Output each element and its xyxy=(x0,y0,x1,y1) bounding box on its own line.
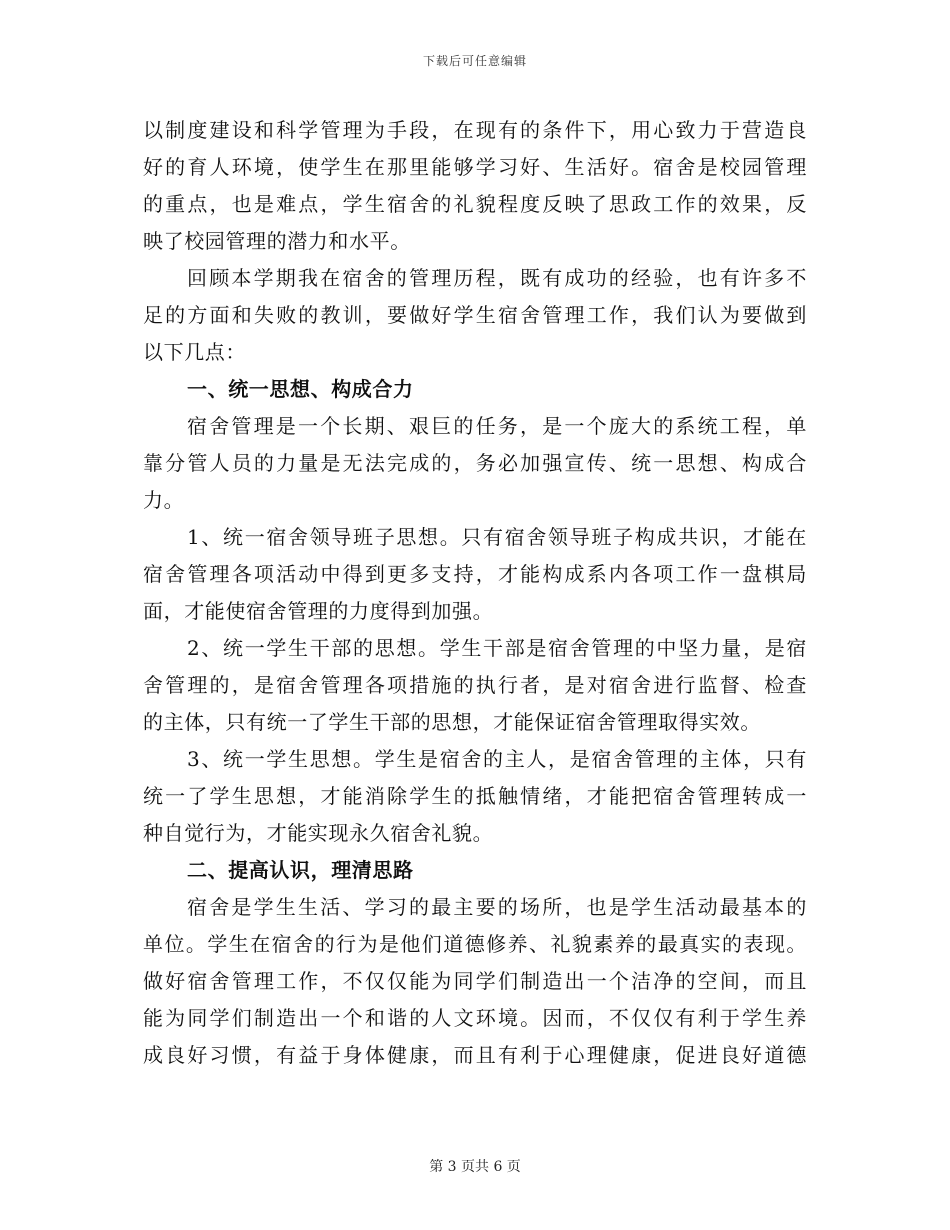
text-line: 能为同学们制造出一个和谐的人文环境。因而，不仅仅有利于学生养 xyxy=(143,1006,807,1030)
text-line: 力。 xyxy=(143,488,185,512)
text-line: 以制度建设和科学管理为手段，在现有的条件下，用心致力于营造良 xyxy=(143,118,807,142)
section-heading: 一、统一思想、构成合力 xyxy=(187,377,414,401)
text-line: 宿舍管理各项活动中得到更多支持，才能构成系内各项工作一盘棋局 xyxy=(143,562,807,586)
text-line: 1、统一宿舍领导班子思想。只有宿舍领导班子构成共识，才能在 xyxy=(187,525,807,549)
text-line: 映了校园管理的潜力和水平。 xyxy=(143,229,411,253)
text-line: 靠分管人员的力量是无法完成的，务必加强宣传、统一思想、构成合 xyxy=(143,451,807,475)
text-line: 种自觉行为，才能实现永久宿舍礼貌。 xyxy=(143,821,494,845)
text-line: 面，才能使宿舍管理的力度得到加强。 xyxy=(143,599,494,623)
page-footer: 第 3 页共 6 页 xyxy=(429,1159,521,1175)
text-line: 的主体，只有统一了学生干部的思想，才能保证宿舍管理取得实效。 xyxy=(143,710,761,734)
text-line: 好的育人环境，使学生在那里能够学习好、生活好。宿舍是校园管理 xyxy=(143,155,807,179)
text-line: 单位。学生在宿舍的行为是他们道德修养、礼貌素养的最真实的表现。 xyxy=(143,932,807,956)
text-line: 3、统一学生思想。学生是宿舍的主人，是宿舍管理的主体，只有 xyxy=(187,747,807,771)
text-line: 成良好习惯，有益于身体健康，而且有利于心理健康，促进良好道德 xyxy=(143,1043,807,1067)
text-line: 2、统一学生干部的思想。学生干部是宿舍管理的中坚力量，是宿 xyxy=(187,636,807,660)
text-line: 宿舍管理是一个长期、艰巨的任务，是一个庞大的系统工程，单 xyxy=(187,414,807,438)
text-line: 的重点，也是难点，学生宿舍的礼貌程度反映了思政工作的效果，反 xyxy=(143,192,807,216)
text-line: 回顾本学期我在宿舍的管理历程，既有成功的经验，也有许多不 xyxy=(187,266,807,290)
section-heading: 二、提高认识，理清思路 xyxy=(187,858,414,882)
text-line: 统一了学生思想，才能消除学生的抵触情绪，才能把宿舍管理转成一 xyxy=(143,784,807,808)
text-line: 以下几点： xyxy=(143,340,246,364)
text-line: 做好宿舍管理工作，不仅仅能为同学们制造出一个洁净的空间，而且 xyxy=(143,969,807,993)
document-body xyxy=(143,112,807,1074)
text-line: 舍管理的，是宿舍管理各项措施的执行者，是对宿舍进行监督、检查 xyxy=(143,673,807,697)
text-line: 足的方面和失败的教训，要做好学生宿舍管理工作，我们认为要做到 xyxy=(143,303,807,327)
page-header: 下载后可任意编辑 xyxy=(422,54,527,68)
text-line: 宿舍是学生生活、学习的最主要的场所，也是学生活动最基本的 xyxy=(187,895,807,919)
